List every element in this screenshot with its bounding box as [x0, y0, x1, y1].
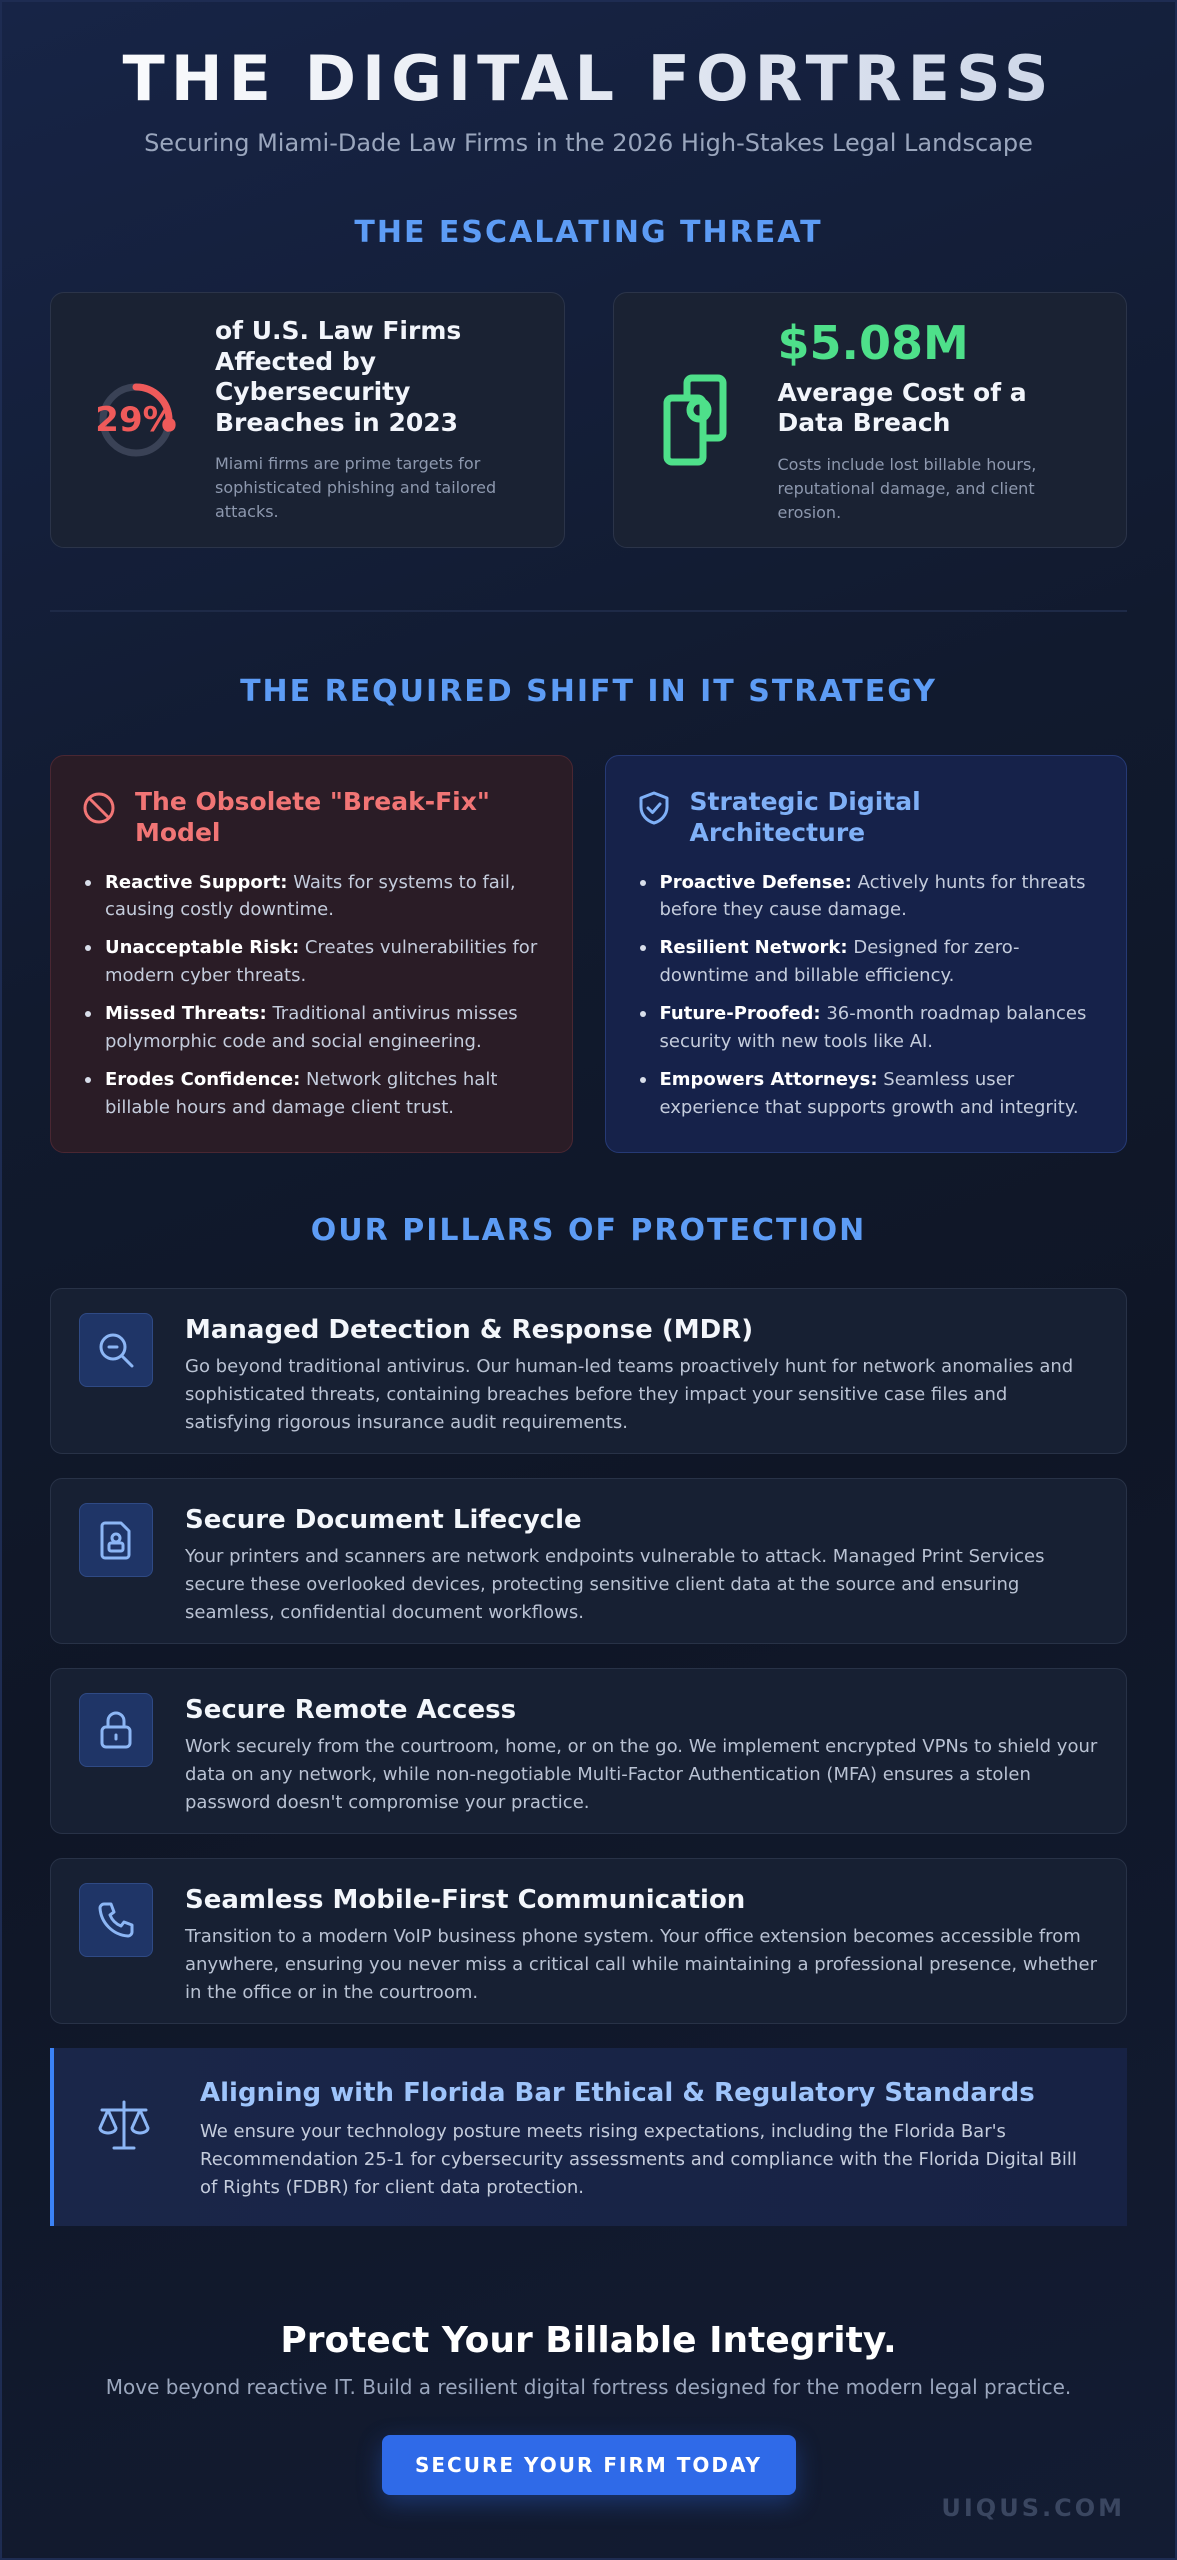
ethics-banner [50, 2048, 1127, 2226]
list-item-text: Actively hunts for threats before they cause damage. [659, 871, 1086, 921]
section-divider [50, 610, 1127, 612]
scales-icon [94, 2096, 154, 2156]
page-subtitle: Securing Miami-Dade Law Firms in the 2026 High-Stakes Legal Landscape [144, 129, 1033, 157]
list-item [81, 869, 542, 925]
list-item [636, 1066, 1097, 1122]
pillar-desc: Go beyond traditional antivirus. Our human-led teams proactively hunt for network anomalies and sophisticated threats, containing breaches before they impact your sensitive case files and satisfying rigorous insurance audit requirements. [185, 1356, 1074, 1433]
list-item-label: Unacceptable Risk: [105, 937, 300, 959]
stat-note: Miami firms are prime targets for sophisticated phishing and tailored attacks. [215, 454, 497, 521]
list-item [81, 1066, 542, 1122]
search-magnifier-icon [95, 1329, 137, 1371]
list-item-label: Future-Proofed: [659, 1003, 821, 1025]
cta-subtitle: Move beyond reactive IT. Build a resilient digital fortress designed for the modern legal practice. [105, 2375, 1072, 2399]
progress-ring [81, 365, 191, 475]
pillar-desc: Transition to a modern VoIP business phone system. Your office extension becomes accessible from anywhere, ensuring you never miss a critical call while maintaining a professional presence, whether in the office or in the courtroom. [185, 1926, 1098, 2003]
list-item-label: Reactive Support: [105, 871, 288, 893]
section-title-pillars: OUR PILLARS OF PROTECTION [310, 1213, 867, 1248]
stat-heading: Average Cost of a Data Breach [777, 377, 1027, 437]
list-item [636, 869, 1097, 925]
list-item-text: 36-month roadmap balances security with new tools like AI. [659, 1003, 1087, 1052]
pillar-document-lifecycle [50, 1478, 1127, 1644]
card-strategic-architecture [605, 755, 1128, 1153]
call-to-action [2, 2320, 1175, 2495]
section-title-shift: THE REQUIRED SHIFT IN IT STRATEGY [240, 674, 937, 709]
list-item [81, 934, 542, 990]
threat-stats [2, 292, 1175, 548]
card-title: The Obsolete "Break-Fix" Model [135, 787, 490, 848]
pillar-desc: Your printers and scanners are network endpoints vulnerable to attack. Managed Print Services secure these overlooked devices, protecting sensitive client data at the source and ensuring seamless, confidential document workflows. [185, 1546, 1045, 1623]
section-title-threat: THE ESCALATING THREAT [354, 215, 823, 250]
list-item-label: Proactive Defense: [659, 871, 852, 893]
pillar-mobile-communication [50, 1858, 1127, 2024]
pillar-title: Managed Detection & Response (MDR) [185, 1315, 754, 1345]
stat-note: Costs include lost billable hours, reputational damage, and client erosion. [777, 454, 1037, 522]
ethics-desc: We ensure your technology posture meets rising expectations, including the Florida Bar's Recommendation 25-1 for cybersecurity assessments and compliance with the Florida Digital Bill of Rights (FDBR) for client data protection. [200, 2121, 1077, 2198]
list-item-text: Seamless user experience that supports growth and integrity. [659, 1068, 1079, 1118]
break-fix-list [81, 869, 542, 1122]
list-item-label: Resilient Network: [659, 937, 848, 959]
stat-card-cost [613, 292, 1128, 548]
list-item-text: Traditional antivirus misses polymorphic code and social engineering. [105, 1003, 518, 1052]
strategy-comparison [2, 755, 1175, 1153]
list-item [81, 1000, 542, 1056]
pillar-title: Seamless Mobile-First Communication [185, 1885, 746, 1915]
secure-firm-button[interactable]: SECURE YOUR FIRM TODAY [382, 2435, 796, 2495]
pillars-list [2, 1288, 1175, 2024]
phone-icon [95, 1899, 137, 1941]
watermark: UIQUS.COM [941, 2494, 1125, 2522]
stat-percentage: 29% [95, 400, 177, 440]
pillar-title: Secure Remote Access [185, 1695, 517, 1725]
list-item-label: Empowers Attorneys: [659, 1068, 878, 1090]
list-item-label: Missed Threats: [105, 1003, 267, 1025]
ban-icon [81, 790, 117, 826]
card-break-fix-model [50, 755, 573, 1153]
list-item-text: Creates vulnerabilities for modern cyber threats. [105, 937, 538, 987]
stat-card-breaches [50, 292, 565, 548]
pillar-remote-access [50, 1668, 1127, 1834]
list-item-text: Designed for zero-downtime and billable efficiency. [659, 937, 1020, 987]
card-title: Strategic Digital Architecture [689, 787, 921, 848]
lock-icon [95, 1709, 137, 1751]
list-item [636, 934, 1097, 990]
secure-document-icon [95, 1519, 137, 1561]
pillar-mdr [50, 1288, 1127, 1454]
header [2, 2, 1175, 157]
pillar-desc: Work securely from the courtroom, home, or on the go. We implement encrypted VPNs to shield your data on any network, while non-negotiable Multi-Factor Authentication (MFA) ensures a stolen password doesn't compromise your practice. [185, 1736, 1098, 1813]
stat-heading: of U.S. Law Firms Affected by Cybersecurity Breaches in 2023 [215, 316, 462, 437]
cta-title: Protect Your Billable Integrity. [280, 2320, 897, 2361]
list-item-text: Waits for systems to fail, causing costly downtime. [105, 871, 516, 921]
ethics-title: Aligning with Florida Bar Ethical & Regulatory Standards [200, 2078, 1035, 2108]
shield-check-icon [636, 790, 672, 826]
strategic-list [636, 869, 1097, 1122]
pillar-title: Secure Document Lifecycle [185, 1505, 582, 1535]
money-icon [644, 365, 754, 475]
stat-value: $5.08M [777, 315, 969, 370]
list-item-text: Network glitches halt billable hours and damage client trust. [105, 1068, 498, 1118]
page-title: THE DIGITAL FORTRESS [2, 42, 1175, 115]
list-item-label: Erodes Confidence: [105, 1068, 301, 1090]
list-item [636, 1000, 1097, 1056]
